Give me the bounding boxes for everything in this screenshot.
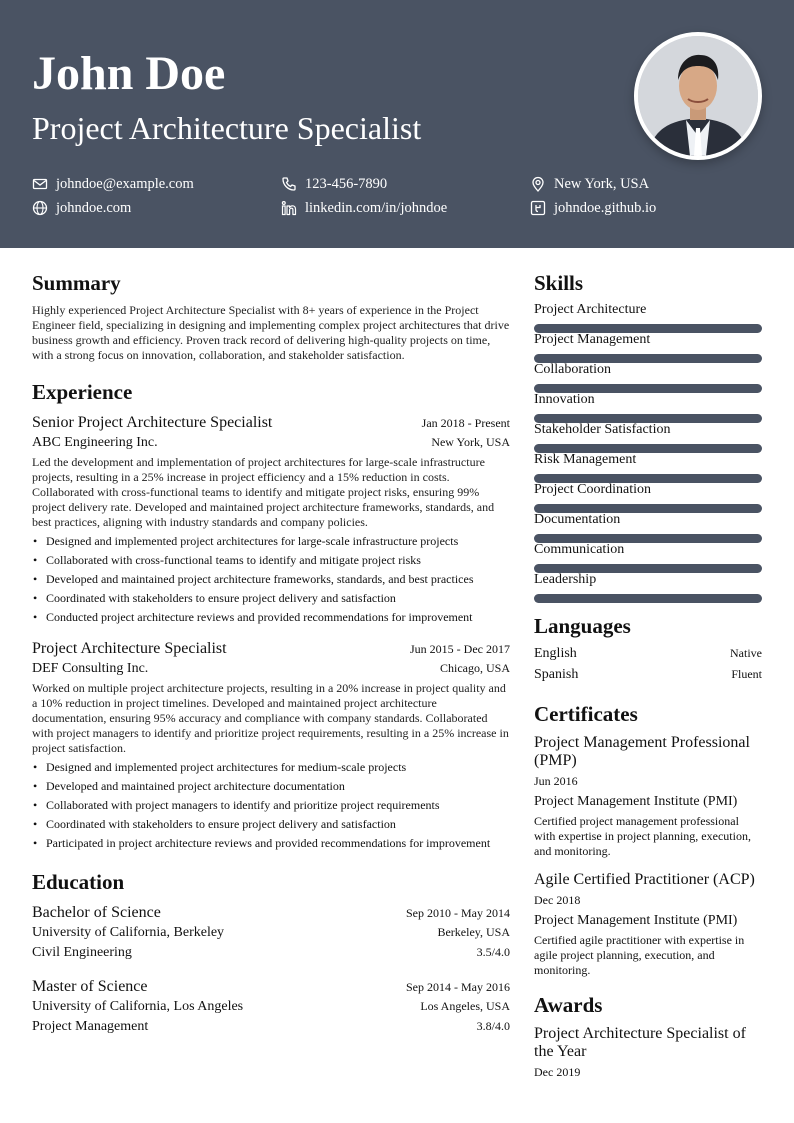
skill-item: [534, 301, 762, 331]
job-company: ABC Engineering Inc.: [32, 435, 158, 450]
contact-github-text: johndoe.github.io: [554, 200, 657, 216]
certificate-issuer: Project Management Institute (PMI): [534, 794, 738, 809]
job-bullets: [32, 532, 510, 627]
skill-item: [534, 451, 762, 481]
summary-heading: Summary: [32, 271, 121, 295]
education-item: [32, 903, 510, 963]
experience-item: [32, 413, 510, 627]
edu-gpa: 3.5/4.0: [476, 945, 510, 959]
awards-heading: Awards: [534, 993, 603, 1017]
job-role: Senior Project Architecture Specialist: [32, 414, 273, 431]
certificate-name: Project Management Professional (PMP): [534, 734, 750, 769]
skill-label: Innovation: [534, 392, 595, 407]
certificate-name: Agile Certified Practitioner (ACP): [534, 871, 755, 888]
contact-github[interactable]: [530, 199, 656, 217]
job-bullet: • Designed and implemented project architectures for large-scale infrastructure projects: [32, 532, 510, 551]
language-name: Spanish: [534, 667, 579, 682]
skill-label: Collaboration: [534, 362, 611, 377]
contact-website[interactable]: [32, 199, 131, 217]
language-level: Fluent: [731, 667, 762, 681]
job-bullet: • Designed and implemented project architectures for medium-scale projects: [32, 758, 510, 777]
skill-label: Communication: [534, 542, 625, 557]
contact-linkedin-text: linkedin.com/in/johndoe: [305, 200, 448, 216]
skill-bar: [534, 594, 762, 603]
certificate-description: Certified project management professional with expertise in project planning, execution, and monitoring.: [534, 814, 751, 858]
contact-linkedin[interactable]: [281, 199, 447, 217]
education-section: [32, 869, 510, 1037]
skill-label: Documentation: [534, 512, 621, 527]
profile-photo: [634, 32, 762, 160]
skill-label: Project Architecture: [534, 302, 647, 317]
job-company: DEF Consulting Inc.: [32, 661, 149, 676]
education-heading: Education: [32, 870, 125, 894]
job-bullets: [32, 758, 510, 853]
certificate-date: Jun 2016: [534, 774, 578, 788]
job-bullet: • Collaborated with cross-functional teams to identify and mitigate project risks: [32, 551, 510, 570]
skills-section: [534, 270, 762, 601]
candidate-title: Project Architecture Specialist: [32, 110, 422, 146]
skill-label: Stakeholder Satisfaction: [534, 422, 671, 437]
language-item: [534, 664, 762, 685]
job-bullet: • Conducted project architecture reviews and provided recommendations for improvement: [32, 608, 510, 627]
main-column: [32, 270, 510, 1037]
contact-website-text: johndoe.com: [56, 200, 132, 216]
job-bullet: • Collaborated with project managers to identify and prioritize project requirements: [32, 796, 510, 815]
job-description: Worked on multiple project architecture projects, resulting in a 20% increase in project quality and a 10% reduction in project timelines. Developed and maintained project architecture documentation, ensuring 95% accuracy and compliance with company standards. Collaborated with project managers to identify and prioritize project requirements, resulting in a 25% increase in project satisfaction.: [32, 681, 509, 755]
job-location: Chicago, USA: [440, 661, 510, 675]
languages-heading: Languages: [534, 614, 631, 638]
edu-gpa: 3.8/4.0: [476, 1019, 510, 1033]
sidebar-column: [534, 270, 762, 1080]
phone-icon: [281, 176, 297, 192]
job-dates: Jan 2018 - Present: [421, 416, 510, 430]
job-bullet: • Coordinated with stakeholders to ensure project delivery and satisfaction: [32, 815, 510, 834]
job-bullet: • Developed and maintained project architecture frameworks, standards, and best practices: [32, 570, 510, 589]
edu-field: Project Management: [32, 1019, 149, 1034]
edu-dates: Sep 2014 - May 2016: [406, 980, 510, 994]
linkedin-icon: [281, 200, 297, 216]
skill-item: [534, 331, 762, 361]
email-icon: [32, 176, 48, 192]
edu-degree: Bachelor of Science: [32, 904, 161, 921]
awards-section: [534, 992, 762, 1080]
certificates-section: [534, 701, 762, 978]
skill-label: Leadership: [534, 572, 597, 587]
edu-dates: Sep 2010 - May 2014: [406, 906, 510, 920]
language-name: English: [534, 646, 577, 661]
summary-text: Highly experienced Project Architecture Specialist with 8+ years of experience in the Project Engineer field, specializing in designing and implementing complex project architectures that drive business growth and efficiency. Proven track record of delivering high-quality projects on time, with a strong focus on innovation, collaboration, and stakeholder satisfaction.: [32, 303, 510, 362]
contact-email[interactable]: [32, 175, 194, 193]
experience-heading: Experience: [32, 380, 133, 404]
job-role: Project Architecture Specialist: [32, 640, 227, 657]
contact-email-text: johndoe@example.com: [56, 176, 194, 192]
award-date: Dec 2019: [534, 1065, 581, 1079]
skill-item: [534, 541, 762, 571]
contact-location-text: New York, USA: [554, 176, 650, 192]
job-description: Led the development and implementation of project architectures for large-scale infrastructure projects, resulting in a 25% increase in project efficiency and a 15% reduction in costs. Collaborated with cross-functional teams to identify and mitigate project risks, ensuring 99% project delivery rate. Developed and maintained project architecture frameworks, standards, and best practices, aligning with industry standards and company policies.: [32, 455, 495, 529]
job-location: New York, USA: [431, 435, 510, 449]
edu-location: Los Angeles, USA: [420, 999, 510, 1013]
languages-section: [534, 613, 762, 685]
contact-phone-text: 123-456-7890: [305, 176, 388, 192]
skill-label: Project Coordination: [534, 482, 652, 497]
skill-item: [534, 361, 762, 391]
skill-item: [534, 421, 762, 451]
skill-item: [534, 481, 762, 511]
skill-item: [534, 391, 762, 421]
certificate-description: Certified agile practitioner with expertise in agile project planning, execution, and monitoring.: [534, 933, 745, 977]
edu-school: University of California, Los Angeles: [32, 999, 244, 1014]
globe-icon: [32, 200, 48, 216]
language-level: Native: [730, 646, 762, 660]
skill-item: [534, 511, 762, 541]
certificate-item: [534, 734, 762, 859]
skills-heading: Skills: [534, 271, 584, 295]
skills-list: [534, 301, 762, 601]
location-icon: [530, 176, 546, 192]
edu-location: Berkeley, USA: [437, 925, 510, 939]
edu-school: University of California, Berkeley: [32, 925, 225, 940]
certificate-date: Dec 2018: [534, 893, 581, 907]
job-dates: Jun 2015 - Dec 2017: [410, 642, 510, 656]
profile-photo-image: [638, 36, 758, 156]
github-icon: [530, 200, 546, 216]
edu-field: Civil Engineering: [32, 945, 132, 960]
certificate-item: [534, 871, 762, 978]
candidate-name: John Doe: [32, 47, 226, 100]
skill-label: Project Management: [534, 332, 651, 347]
certificates-heading: Certificates: [534, 702, 638, 726]
experience-item: [32, 639, 510, 853]
contact-phone[interactable]: [281, 175, 387, 193]
edu-degree: Master of Science: [32, 978, 148, 995]
contact-location: [530, 175, 649, 193]
award-item: [534, 1025, 762, 1080]
skill-label: Risk Management: [534, 452, 637, 467]
award-name: Project Architecture Specialist of the Year: [534, 1025, 746, 1060]
summary-section: [32, 270, 510, 363]
education-item: [32, 977, 510, 1037]
skill-item: [534, 571, 762, 601]
experience-section: [32, 379, 510, 853]
job-bullet: • Developed and maintained project architecture documentation: [32, 777, 510, 796]
certificate-issuer: Project Management Institute (PMI): [534, 913, 738, 928]
job-bullet: • Participated in project architecture reviews and provided recommendations for improvement: [32, 834, 510, 853]
job-bullet: • Coordinated with stakeholders to ensure project delivery and satisfaction: [32, 589, 510, 608]
resume-header: [0, 0, 794, 248]
language-item: [534, 643, 762, 664]
